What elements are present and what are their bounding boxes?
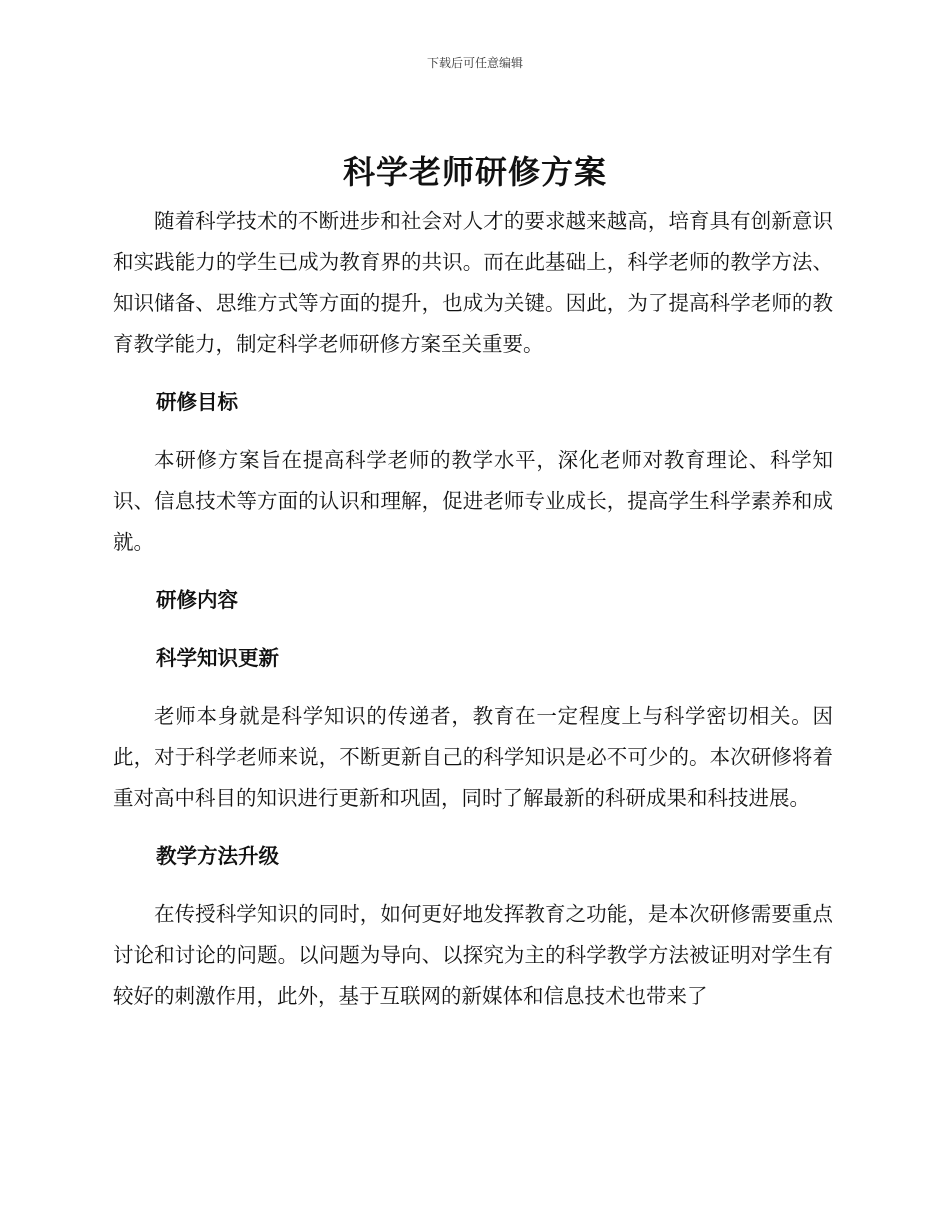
intro-paragraph: 随着科学技术的不断进步和社会对人才的要求越来越高，培育具有创新意识和实践能力的学生已成为教育界的共识。而在此基础上，科学老师的教学方法、知识储备、思维方式等方面的提升，也成为关键。因此，为了提高科学老师的教育教学能力，制定科学老师研修方案至关重要。 <box>113 209 833 356</box>
spacer <box>113 819 833 836</box>
header-note: 下载后可任意编辑 <box>426 56 523 70</box>
subsection-heading-knowledge: 科学知识更新 <box>156 646 279 670</box>
spacer <box>113 621 833 638</box>
subsection-heading-method: 教学方法升级 <box>156 844 279 868</box>
document-body <box>113 201 833 1017</box>
spacer <box>113 423 833 440</box>
spacer <box>113 877 833 894</box>
spacer <box>113 679 833 696</box>
section-heading-goal: 研修目标 <box>156 390 238 414</box>
document-title: 科学老师研修方案 <box>342 153 607 191</box>
spacer <box>113 563 833 580</box>
spacer <box>113 365 833 382</box>
knowledge-paragraph: 老师本身就是科学知识的传递者，教育在一定程度上与科学密切相关。因此，对于科学老师来说，不断更新自己的科学知识是必不可少的。本次研修将着重对高中科目的知识进行更新和巩固，同时了解最新的科研成果和科技进展。 <box>113 704 833 810</box>
goal-paragraph: 本研修方案旨在提高科学老师的教学水平，深化老师对教育理论、科学知识、信息技术等方面的认识和理解，促进老师专业成长，提高学生科学素养和成就。 <box>113 448 833 554</box>
method-paragraph: 在传授科学知识的同时，如何更好地发挥教育之功能，是本次研修需要重点讨论和讨论的问题。以问题为导向、以探究为主的科学教学方法被证明对学生有较好的刺激作用，此外，基于互联网的新媒体和信息技术也带来了 <box>113 902 833 1008</box>
section-heading-content: 研修内容 <box>156 588 238 612</box>
